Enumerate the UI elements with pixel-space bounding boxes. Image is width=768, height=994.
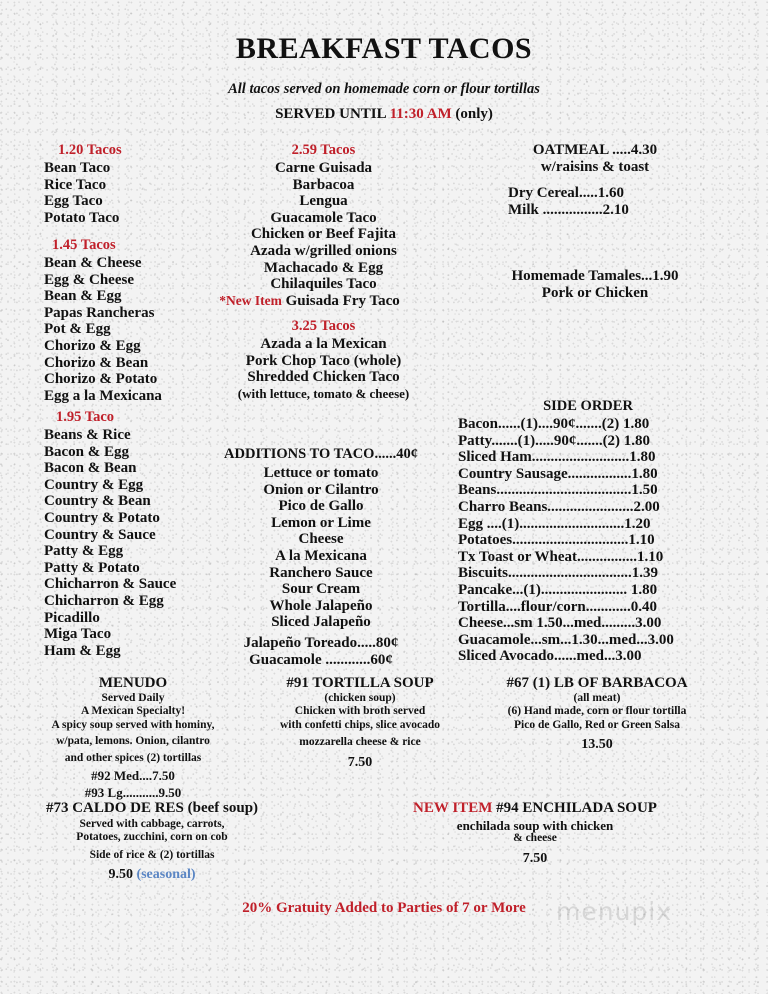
dry-cereal-line: Dry Cereal.....1.60 [508,185,624,202]
menu-item: Egg Taco [44,193,103,210]
menu-item: Barbacoa [292,176,355,193]
addition-item: Cheese [298,531,344,548]
addition-item: Ranchero Sauce [269,564,373,581]
side-order-item: Sliced Avocado......med...3.00 [458,648,642,665]
side-order-item: Patty.......(1).....90¢.......(2) 1.80 [458,432,651,449]
side-order-item: Beans....................................1.50 [458,482,658,499]
section-tamales [470,268,720,301]
menudo-line: w/pata, lemons. Onion, cilantro [56,735,210,748]
tortilla-soup-line: (chicken soup) [324,692,396,704]
addition-extra-item: Jalapeño Toreado.....80¢ [243,635,399,651]
section-heading-1-95: 1.95 Taco [56,409,115,425]
new-item-name: Guisada Fry Taco [285,292,400,309]
menu-item: Chicharron & Sauce [44,576,177,593]
menu-item: Egg & Cheese [44,271,134,288]
menu-item: Chorizo & Potato [44,371,158,388]
tortilla-soup-line: mozzarella cheese & rice [299,736,421,749]
side-order-item: Guacamole...sm...1.30...med...3.00 [458,631,674,648]
menu-item: Guacamole Taco [270,209,377,226]
side-order-item: Bacon......(1)....90¢.......(2) 1.80 [458,416,650,432]
milk-line: Milk ................2.10 [508,201,629,218]
menu-item: Papas Rancheras [44,304,155,321]
caldo-line: Side of rice & (2) tortillas [89,848,215,861]
gratuity-notice: 20% Gratuity Added to Parties of 7 or More [242,900,526,916]
section-additions-extras [196,635,446,668]
tortilla-soup-line: Chicken with broth served [294,705,426,718]
menu-item: Potato Taco [44,209,120,226]
enchilada-soup-line: & cheese [513,832,557,845]
tortilla-soup-title: #91 TORTILLA SOUP [286,675,434,691]
menu-item: Chorizo & Bean [44,354,149,371]
menu-item: Patty & Egg [44,543,124,560]
menu-item: Chicken or Beef Fajita [250,226,397,243]
served-until-time: 11:30 AM [389,106,452,122]
menu-item: Azada a la Mexican [260,336,387,352]
section-side-order [458,398,718,665]
tamales-note: Pork or Chicken [541,284,649,301]
side-order-item: Country Sausage.................1.80 [458,465,658,482]
barbacoa-line: (all meat) [573,692,621,704]
menu-item: Ham & Egg [44,642,121,659]
section-note-3-25: (with lettuce, tomato & cheese) [237,385,410,401]
menu-item: Lengua [299,193,348,210]
addition-item: A la Mexicana [275,547,367,564]
tortilla-soup-price: 7.50 [347,754,373,770]
menu-item: Bean & Cheese [44,255,142,271]
served-until-suffix: (only) [451,106,493,122]
addition-item: Pico de Gallo [278,498,364,515]
side-order-item: Potatoes...............................1.10 [458,532,655,549]
menu-item: Country & Potato [44,509,160,526]
section-breakfast-extras [470,142,720,218]
menu-item: Country & Egg [44,476,144,493]
menudo-size-price: #93 Lg...........9.50 [84,785,182,801]
menu-item: Patty & Potato [44,559,140,576]
menu-item: Country & Sauce [44,526,156,543]
barbacoa-line: Pico de Gallo, Red or Green Salsa [514,718,680,731]
section-tacos-2-59 [206,142,441,309]
panel-tortilla-soup [250,675,470,771]
panel-enchilada-soup [390,800,680,867]
menudo-line: A Mexican Specialty! [80,705,186,718]
caldo-title: #73 CALDO DE RES (beef soup) [45,800,259,816]
panel-caldo-de-res [22,800,282,883]
addition-item: Lemon or Lime [271,514,371,531]
tamales-line: Homemade Tamales...1.90 [511,268,679,284]
menu-item: Pork Chop Taco (whole) [245,352,402,369]
side-order-item: Sliced Ham..........................1.80 [458,449,656,466]
section-heading-2-59: 2.59 Tacos [291,142,356,158]
side-order-item: Pancake...(1)....................... 1.80 [458,581,658,598]
menu-item: Carne Guisada [274,160,373,176]
menu-item: Chorizo & Egg [44,337,141,354]
side-order-item: Tortilla....flour/corn............0.40 [458,598,658,615]
section-heading-side-order: SIDE ORDER [543,398,633,414]
addition-item: Lettuce or tomato [263,465,379,481]
panel-menudo [18,675,248,801]
section-tacos-1-45 [44,237,162,404]
menu-item: Pot & Egg [44,321,111,338]
addition-item: Sour Cream [281,581,361,598]
section-tacos-3-25 [206,318,441,401]
menu-item: Picadillo [44,609,100,626]
side-order-item: Tx Toast or Wheat................1.10 [458,548,664,565]
menu-item: Bean & Egg [44,288,122,305]
barbacoa-line: (6) Hand made, corn or flour tortilla [507,705,687,718]
caldo-line: Served with cabbage, carrots, [79,818,225,830]
side-order-item: Charro Beans.......................2.00 [458,498,660,515]
menudo-title: MENUDO [98,675,168,691]
menu-item: Bean Taco [44,160,111,176]
menu-item: Country & Bean [44,493,151,510]
menu-item: Miga Taco [44,626,112,643]
section-additions [196,446,446,631]
caldo-price: 9.50 [108,867,133,883]
menu-item: Machacado & Egg [263,259,384,276]
enchilada-soup-line: enchilada soup with chicken [456,818,614,833]
served-until-line [0,106,768,123]
served-until-prefix: SERVED UNTIL [275,106,390,122]
menudo-line: Served Daily [101,692,165,704]
barbacoa-price: 13.50 [581,737,613,753]
new-item-tag: *New Item [219,292,282,308]
menu-item: Shredded Chicken Taco [247,369,400,386]
side-order-item: Egg ....(1)............................1.20 [458,515,651,532]
menu-item: Azada w/grilled onions [250,242,397,259]
menudo-size-price: #92 Med....7.50 [91,768,175,784]
section-heading-1-45: 1.45 Tacos [52,237,116,253]
oatmeal-note: w/raisins & toast [540,158,650,175]
addition-extra-item: Guacamole ............60¢ [249,651,393,668]
oatmeal-line: OATMEAL .....4.30 [532,142,658,158]
enchilada-soup-title: #94 ENCHILADA SOUP [496,800,657,816]
menu-item: Egg a la Mexicana [44,387,162,404]
menu-item: Bacon & Egg [44,443,130,460]
caldo-seasonal-note: (seasonal) [136,867,196,883]
section-tacos-1-95 [44,409,176,659]
addition-item: Sliced Jalapeño [271,614,371,631]
enchilada-soup-price: 7.50 [522,850,548,866]
barbacoa-title: #67 (1) LB OF BARBACOA [506,675,688,691]
caldo-line: Potatoes, zucchini, corn on cob [76,831,228,844]
menudo-line: A spicy soup served with hominy, [51,718,215,731]
addition-item: Onion or Cilantro [263,481,379,498]
caldo-price-row [22,867,282,883]
enchilada-soup-title-row [390,800,680,817]
section-tacos-1-20 [44,142,122,226]
side-order-item: Cheese...sm 1.50...med.........3.00 [458,615,662,632]
menu-item-new [178,293,441,310]
menu-item: Chilaquiles Taco [270,276,377,293]
section-heading-additions: ADDITIONS TO TACO......40¢ [224,446,418,462]
enchilada-new-item-tag: NEW ITEM [413,800,493,816]
menupix-watermark: menupix [556,897,673,926]
menu-subtitle: All tacos served on homemade corn or flour tortillas [228,81,540,97]
menu-item: Chicharron & Egg [44,592,164,609]
tortilla-soup-line: with confetti chips, slice avocado [279,718,441,731]
addition-item: Whole Jalapeño [269,597,373,614]
panel-barbacoa [472,675,722,753]
menu-item: Rice Taco [44,176,107,193]
section-heading-1-20: 1.20 Tacos [58,142,122,158]
page-title: BREAKFAST TACOS [235,32,533,65]
side-order-item: Biscuits.................................1.39 [458,565,659,582]
menu-item: Bacon & Bean [44,460,137,477]
menu-item: Beans & Rice [44,427,131,443]
menudo-line: and other spices (2) tortillas [64,751,202,764]
section-heading-3-25: 3.25 Tacos [291,318,356,334]
